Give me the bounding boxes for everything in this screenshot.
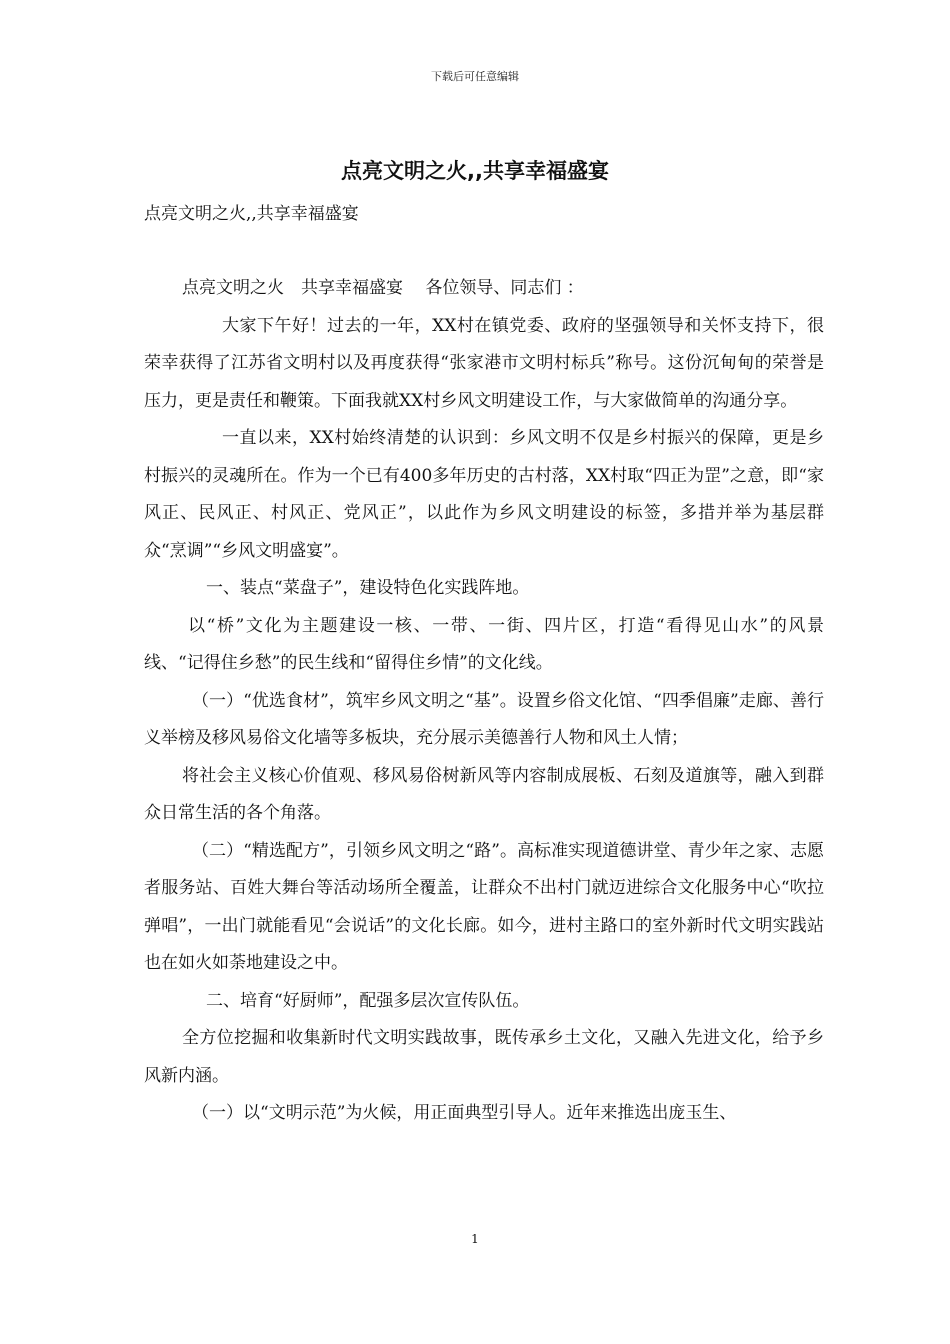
paragraph-section-1: 以“桥”文化为主题建设一核、一带、一街、四片区，打造“看得见山水”的风景线、“记得住乡愁”的民生线和“留得住乡情”的文化线。	[144, 615, 824, 673]
paragraph-subsection-2-1: （一）以“文明示范”为火候，用正面典型引导人。近年来推选出庞玉生、	[192, 1103, 737, 1123]
paragraph-subsection-1-1: （一）“优选食材”，筑牢乡风文明之“基”。设置乡俗文化馆、“四季倡廉”走廊、善行义举榜及移风易俗文化墙等多板块，充分展示美德善行人物和风土人情；	[144, 690, 824, 748]
paragraph-section-2: 全方位挖掘和收集新时代文明实践故事，既传承乡土文化，又融入先进文化，给予乡风新内涵。	[144, 1028, 824, 1086]
paragraph-subsection-1-2: （二）“精选配方”，引领乡风文明之“路”。高标准实现道德讲堂、青少年之家、志愿者服务站、百姓大舞台等活动场所全覆盖，让群众不出村门就迈进综合文化服务中心“吹拉弹唱”，一出门就能看见“会说话”的文化长廊。如今，进村主路口的室外新时代文明实践站也在如火如荼地建设之中。	[144, 840, 824, 973]
section-heading-2: 二、培育“好厨师”，配强多层次宣传队伍。	[206, 990, 530, 1011]
document-title: 点亮文明之火,,共享幸福盛宴	[341, 159, 609, 183]
document-subtitle: 点亮文明之火,,共享幸福盛宴	[144, 204, 359, 224]
paragraph-overview: 一直以来，XX村始终清楚的认识到：乡风文明不仅是乡村振兴的保障，更是乡村振兴的灵魂所在。作为一个已有400多年历史的古村落，XX村取“四正为罡”之意，即“家风正、民风正、村风正、党风正”，以此作为乡风文明建设的标签，多措并举为基层群众“烹调”“乡风文明盛宴”。	[144, 428, 824, 561]
paragraph-greeting: 点亮文明之火 共享幸福盛宴 各位领导、同志们 ：	[182, 278, 584, 298]
paragraph-subsection-1-1-cont: 将社会主义核心价值观、移风易俗树新风等内容制成展板、石刻及道旗等，融入到群众日常生活的各个角落。	[144, 765, 824, 823]
paragraph-intro: 大家下午好！过去的一年，XX村在镇党委、政府的坚强领导和关怀支持下，很荣幸获得了江苏省文明村以及再度获得“张家港市文明村标兵”称号。这份沉甸甸的荣誉是压力，更是责任和鞭策。下面我就XX村乡风文明建设工作，与大家做简单的沟通分享。	[144, 315, 824, 411]
page-header-note: 下载后可任意编辑	[431, 70, 519, 83]
page-number: 1	[471, 1232, 479, 1246]
section-heading-1: 一、装点“菜盘子”，建设特色化实践阵地。	[206, 578, 530, 598]
document-body	[144, 270, 824, 1133]
